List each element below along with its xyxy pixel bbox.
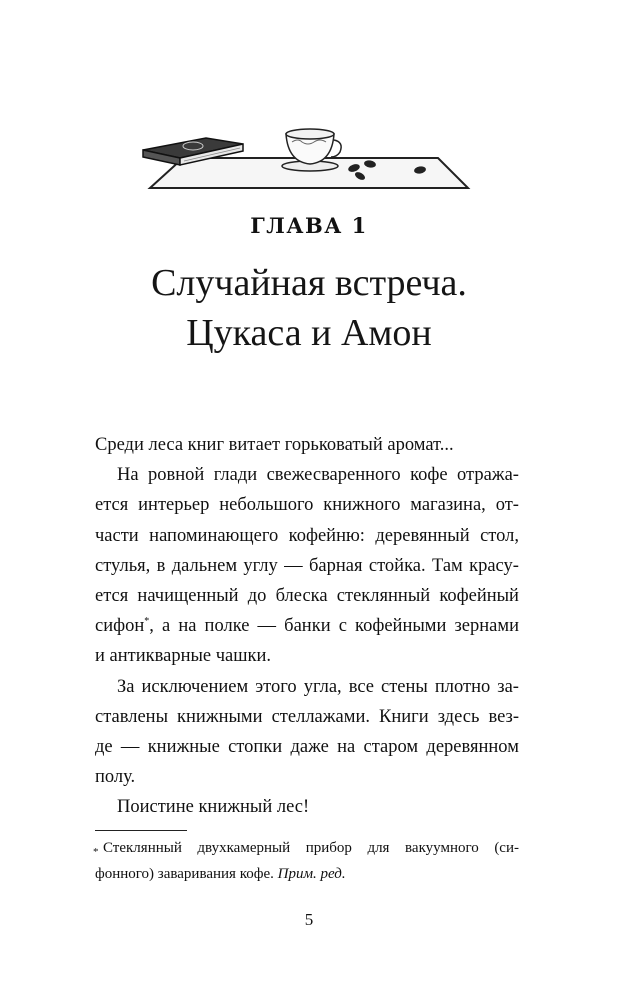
word: де <box>95 737 113 758</box>
text-line-with-footnote <box>95 611 519 641</box>
word: дальнем <box>171 555 238 576</box>
word: угла, <box>303 676 342 697</box>
word: старом <box>363 737 419 758</box>
word: красу- <box>469 555 519 576</box>
word: все <box>348 676 374 697</box>
word: вез- <box>488 706 519 727</box>
word: глади <box>213 465 258 486</box>
word: стеклянный <box>336 586 431 607</box>
word: ставлены <box>95 706 168 727</box>
word: ется <box>95 586 129 607</box>
word: книжные <box>147 737 220 758</box>
text-line: и антикварные чашки. <box>95 646 272 667</box>
word: для <box>367 840 390 856</box>
word: кофейный <box>439 586 519 607</box>
word: углу <box>243 555 278 576</box>
text-fragment: сифон <box>95 616 145 637</box>
word: от- <box>495 495 519 516</box>
word: Стеклянный <box>103 840 182 856</box>
word: книжного <box>323 495 401 516</box>
word: — <box>120 737 140 758</box>
word: начищенный <box>137 586 239 607</box>
footnote-line <box>95 861 519 887</box>
word: интерьер <box>138 495 210 516</box>
word: свежесваренного <box>266 465 401 486</box>
word: даже <box>290 737 329 758</box>
text-line: полу. <box>95 767 136 788</box>
word: небольшого <box>219 495 314 516</box>
word: магазина, <box>410 495 486 516</box>
word: стопки <box>228 737 283 758</box>
word: — <box>284 555 303 576</box>
text-line: Среди леса книг витает горьковатый аромат... <box>95 435 454 455</box>
word: За <box>117 676 135 697</box>
text-line <box>95 702 519 732</box>
word: Книги <box>379 706 429 727</box>
word: вакуумного <box>405 840 479 856</box>
word: в <box>156 555 166 576</box>
chapter-title <box>0 258 618 358</box>
text-line: Поистине книжный лес! <box>117 797 310 818</box>
footnote-mark: * <box>93 846 99 858</box>
word: стеллажами. <box>271 706 370 727</box>
word: кофе <box>410 465 448 486</box>
word: деревянном <box>426 737 519 758</box>
word: деревянный <box>375 525 470 546</box>
word: ется <box>95 495 129 516</box>
text-line <box>95 732 519 762</box>
word: На <box>117 465 139 486</box>
text-fragment: , а на полке — банки с кофейными зернами <box>149 616 519 637</box>
book-and-coffee-illustration <box>138 118 473 193</box>
chapter-title-line: Цукаса и Амон <box>186 312 432 354</box>
word: до <box>247 586 267 607</box>
editor-note: Прим. ред. <box>277 866 346 882</box>
word: напоминающего <box>149 525 279 546</box>
coffee-cup-icon <box>282 129 341 171</box>
text-line <box>95 521 519 551</box>
word: отража- <box>457 465 519 486</box>
word: стойка. <box>368 555 426 576</box>
word: здесь <box>437 706 480 727</box>
word: части <box>95 525 139 546</box>
text-line <box>95 672 519 702</box>
word: этого <box>255 676 297 697</box>
footnote-ref[interactable]: * <box>144 616 150 628</box>
text-line <box>95 581 519 611</box>
chapter-title-line: Случайная встреча. <box>151 262 467 304</box>
word: барная <box>309 555 363 576</box>
word: плотно <box>434 676 491 697</box>
word: исключением <box>141 676 249 697</box>
word: двухкамерный <box>197 840 291 856</box>
text-line <box>95 551 519 581</box>
word: стулья, <box>95 555 151 576</box>
chapter-body-text <box>95 430 519 823</box>
word: стол, <box>480 525 519 546</box>
page-number: 5 <box>304 910 314 929</box>
word: ровной <box>148 465 205 486</box>
text-line <box>95 490 519 520</box>
word: Там <box>431 555 463 576</box>
word: книжными <box>177 706 263 727</box>
word: кофейню: <box>288 525 365 546</box>
footnote <box>95 835 519 887</box>
word: на <box>337 737 356 758</box>
chapter-label: ГЛАВА 1 <box>250 213 368 238</box>
word: блеска <box>275 586 328 607</box>
footnote-divider <box>95 830 187 831</box>
text-line <box>95 460 519 490</box>
word: стены <box>381 676 428 697</box>
word: (си- <box>494 840 519 856</box>
word: за- <box>497 676 519 697</box>
word: прибор <box>305 840 352 856</box>
footnote-text: фонного) заваривания кофе. <box>95 866 274 882</box>
footnote-line <box>95 835 519 861</box>
